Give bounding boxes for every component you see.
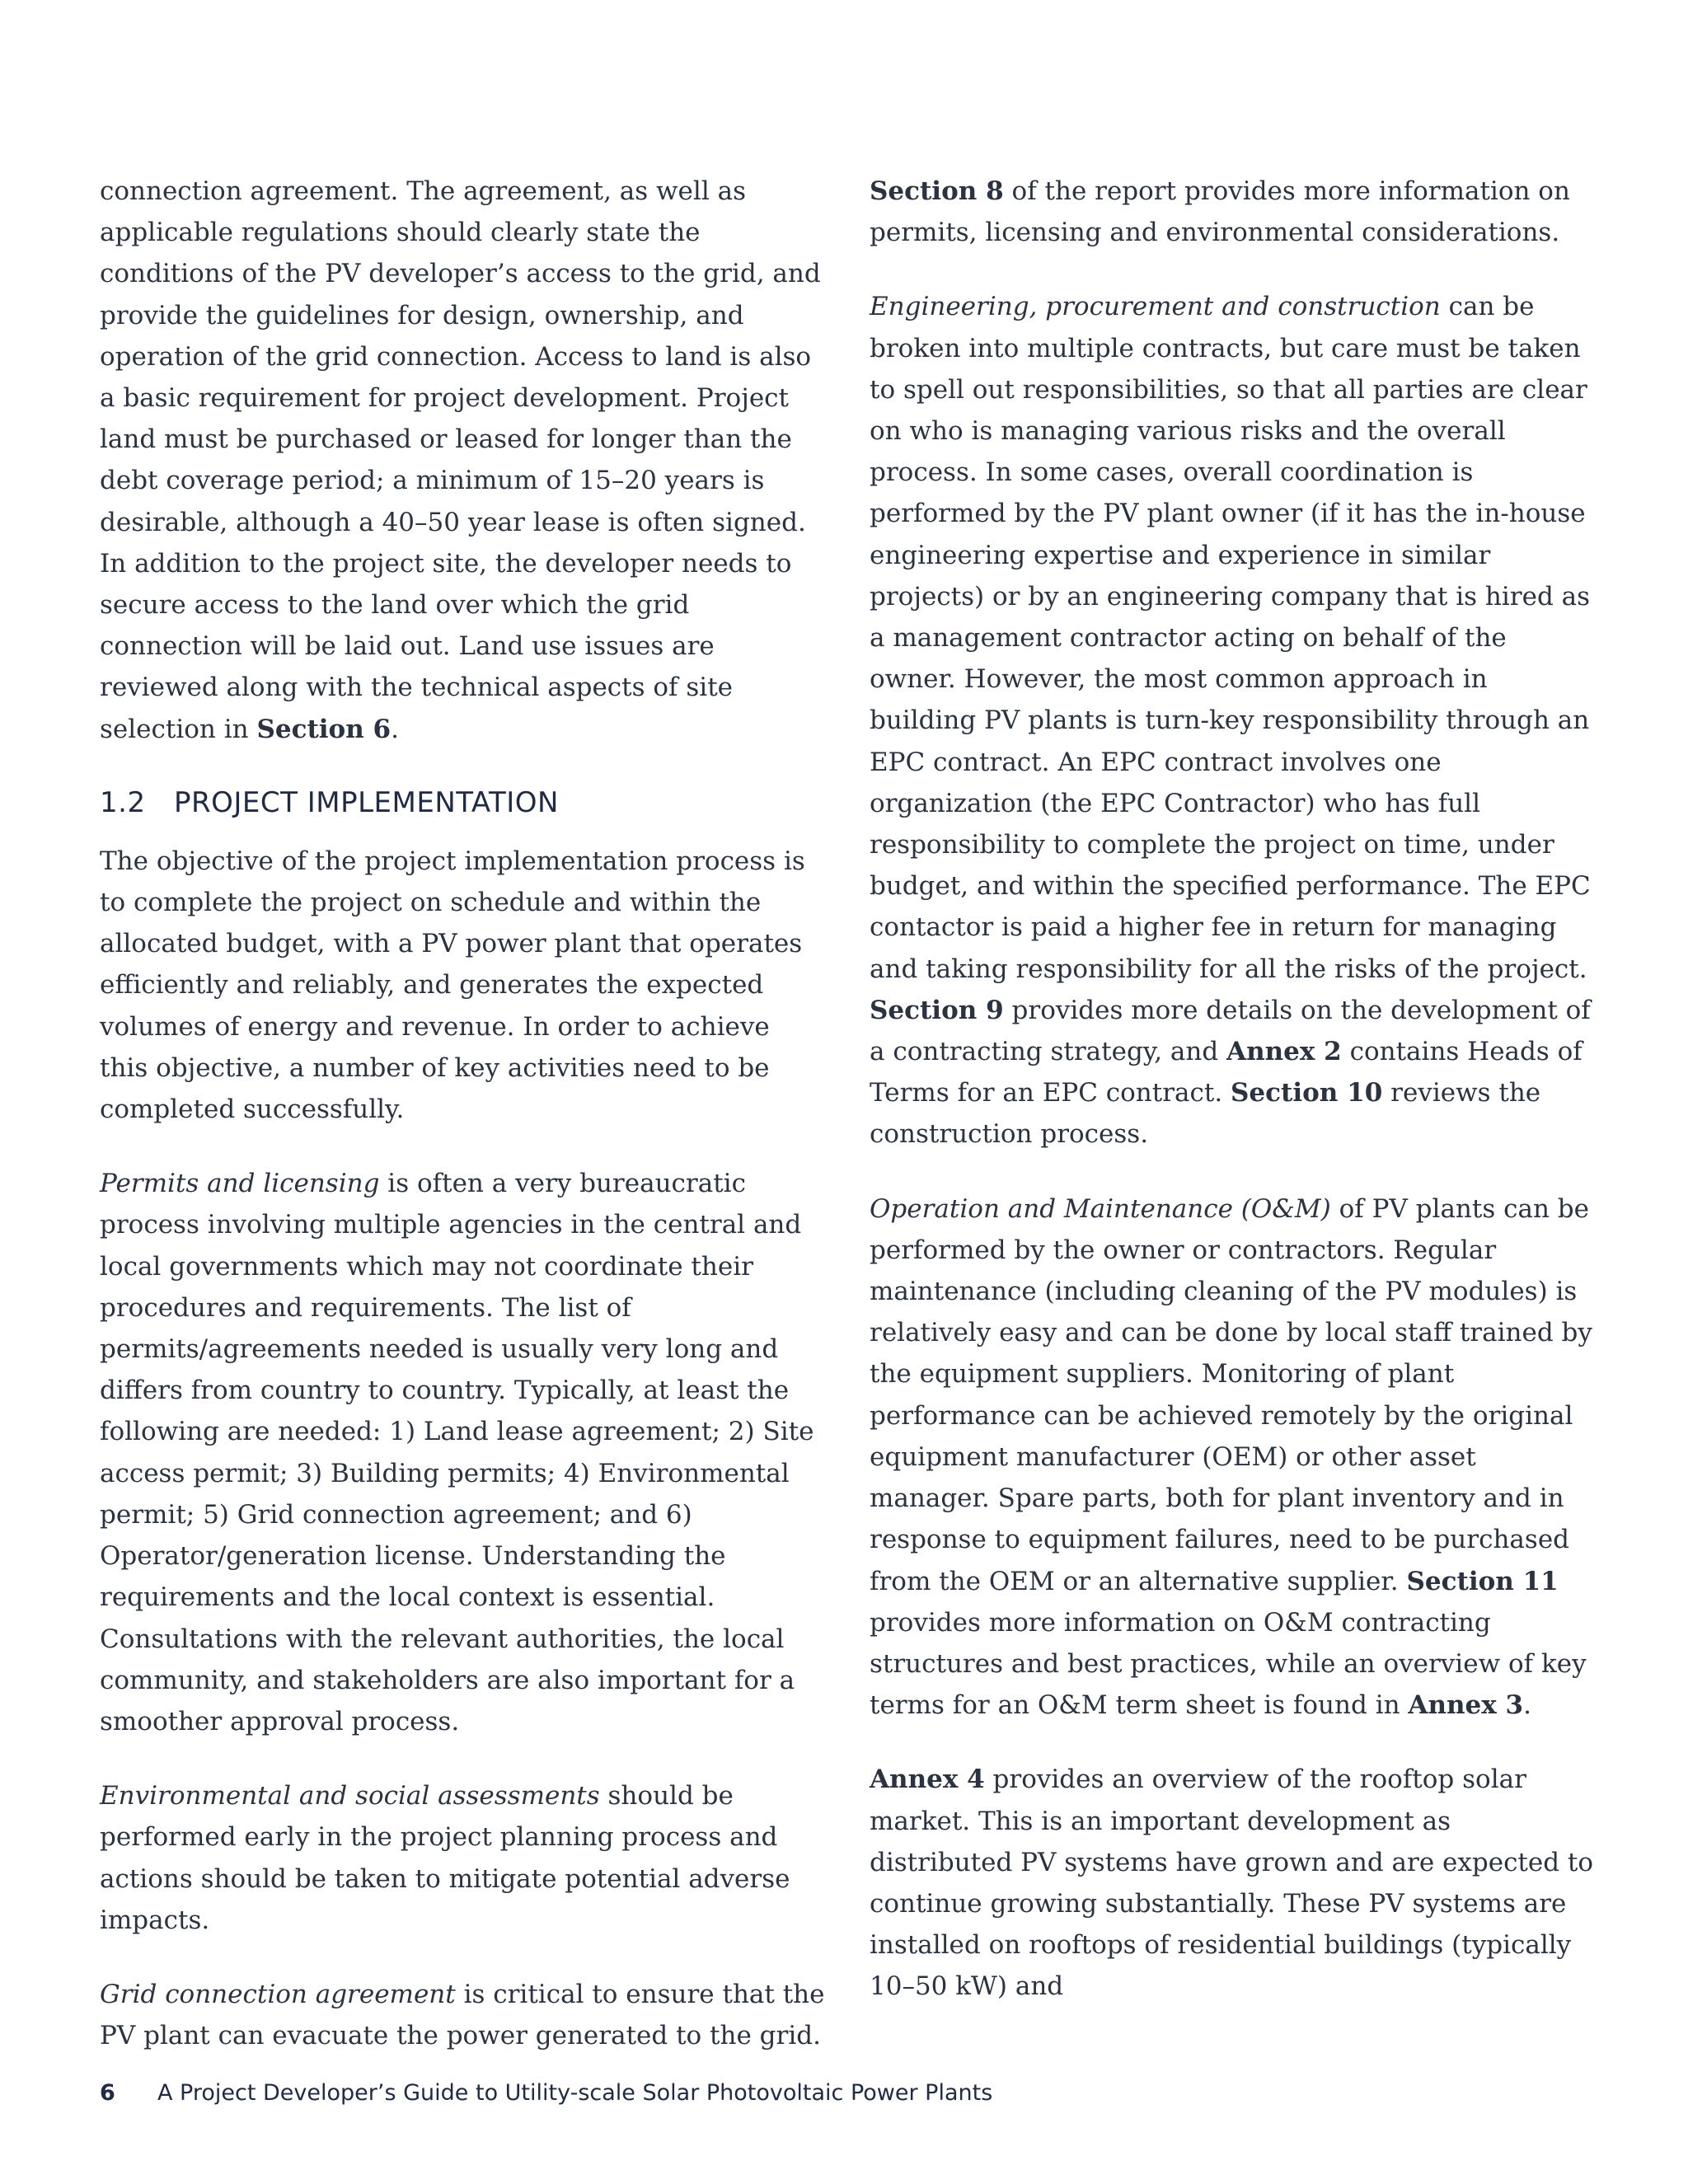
- section-reference: Section 9: [870, 995, 1004, 1025]
- italic-term: Operation and Maintenance (O&M): [870, 1193, 1331, 1224]
- section-title: PROJECT IMPLEMENTATION: [174, 785, 559, 819]
- section-reference: Section 6: [256, 714, 392, 744]
- paragraph-text: connection agreement. The agreement, as well as applicable regulations should clearly state the conditions of the PV developer’s access to the grid, and provide the guidelines for design, ownership, and operation of the grid connection. Access to land is also a basic requirement for project development. Project land must be purchased or leased for longer than the debt coverage period; a minimum of 15–20 years is desirable, although a 40–50 year lease is often signed. In addition to the project site, the developer needs to secure access to the land over which the grid connection will be laid out. Land use issues are reviewed along with the technical aspects of site selection in: [100, 176, 821, 744]
- section-reference: Section 8: [870, 176, 1004, 206]
- italic-term: Environmental and social assessments: [100, 1781, 600, 1811]
- paragraph-grid-connection: [100, 1974, 825, 2056]
- italic-term: Permits and licensing: [100, 1169, 380, 1199]
- paragraph-om: [870, 1188, 1595, 1727]
- paragraph-environmental: [100, 1775, 825, 1941]
- paragraph-permits: [100, 1163, 825, 1742]
- paragraph-text: provides an overview of the rooftop solar market. This is an important development as distributed PV systems have grown and are expected to continue growing substantially. These PV systems are installed on rooftops of residential buildings (typically 10–50 kW) and: [870, 1765, 1594, 2002]
- section-number: 1.2: [100, 785, 146, 819]
- annex-reference: Annex 4: [870, 1765, 985, 1795]
- paragraph-text: reviews the construction process.: [870, 1078, 1541, 1150]
- right-column: [870, 171, 1595, 2008]
- paragraph-text: should be performed early in the project planning process and actions should be taken to mitigate potential adverse impacts.: [100, 1781, 790, 1935]
- left-column: [100, 171, 825, 2056]
- paragraph-section8: [870, 171, 1595, 253]
- section-heading: [100, 785, 825, 821]
- paragraph-objective: The objective of the project implementation process is to complete the project on schedule and within the allocated budget, with a PV power plant that operates efficiently and reliably, and generates the expected volumes of energy and revenue. In order to achieve this objective, a number of key activities need to be completed successfully.: [100, 846, 805, 1125]
- paragraph-text: is often a very bureaucratic process involving multiple agencies in the central and local governments which may not coordinate their procedures and requirements. The list of permits/agreements needed is usually very long and differs from country to country. Typically, at least the following are needed: 1) Land lease agreement; 2) Site access permit; 3) Building permits; 4) Environmental permit; 5) Grid connection agreement; and 6) Operator/generation license. Understanding the requirements and the local context is essential. Consultations with the relevant authorities, the local community, and stakeholders are also important for a smoother approval process.: [100, 1169, 814, 1736]
- paragraph-text: of the report provides more information on permits, licensing and environmental considerations.: [870, 176, 1570, 248]
- section-reference: Section 11: [1406, 1566, 1559, 1596]
- section-reference: Section 10: [1231, 1078, 1383, 1108]
- paragraph-text: contains Heads of Terms for an EPC contract.: [870, 1037, 1582, 1108]
- paragraph-text: can be broken into multiple contracts, but care must be taken to spell out responsibilities, so that all parties are clear on who is managing various risks and the overall process. In some cases, overall coordination is performed by the PV plant owner (if it has the in-house engineering expertise and experience in similar projects) or by an engineering company that is hired as a management contractor acting on behalf of the owner. However, the most common approach in building PV plants is turn-key responsibility through an EPC contract. An EPC contract involves one organization (the EPC Contractor) who has full responsibility to complete the project on time, under budget, and within the specified performance. The EPC contactor is paid a higher fee in return for managing and taking responsibility for all the risks of the project.: [870, 292, 1591, 984]
- paragraph-text: provides more information on O&M contracting structures and best practices, while an overview of key terms for an O&M term sheet is found in: [870, 1607, 1587, 1721]
- paragraph-text: .: [391, 714, 399, 744]
- italic-term: Engineering, procurement and construction: [870, 292, 1441, 322]
- footer-title: A Project Developer’s Guide to Utility-scale Solar Photovoltaic Power Plants: [157, 2080, 993, 2106]
- page-footer: [100, 2080, 992, 2106]
- paragraph-text: of PV plants can be performed by the owner or contractors. Regular maintenance (including cleaning of the PV modules) is relatively easy and can be done by local staff trained by the equipment suppliers. Monitoring of plant performance can be achieved remotely by the original equipment manufacturer (OEM) or other asset manager. Spare parts, both for plant inventory and in response to equipment failures, need to be purchased from the OEM or an alternative supplier.: [870, 1193, 1592, 1596]
- annex-reference: Annex 2: [1226, 1037, 1342, 1067]
- paragraph-text: provides more details on the development of a contracting strategy, and: [870, 995, 1591, 1067]
- paragraph-grid-land: [100, 171, 825, 750]
- paragraph-text: .: [1523, 1690, 1531, 1721]
- paragraph-rooftop: [870, 1759, 1595, 2007]
- paragraph-text: is critical to ensure that the PV plant can evacuate the power generated to the grid.: [100, 1979, 825, 2051]
- annex-reference: Annex 3: [1408, 1690, 1524, 1721]
- paragraph-epc: [870, 286, 1595, 1155]
- page-number: 6: [100, 2080, 115, 2106]
- italic-term: Grid connection agreement: [100, 1979, 456, 2009]
